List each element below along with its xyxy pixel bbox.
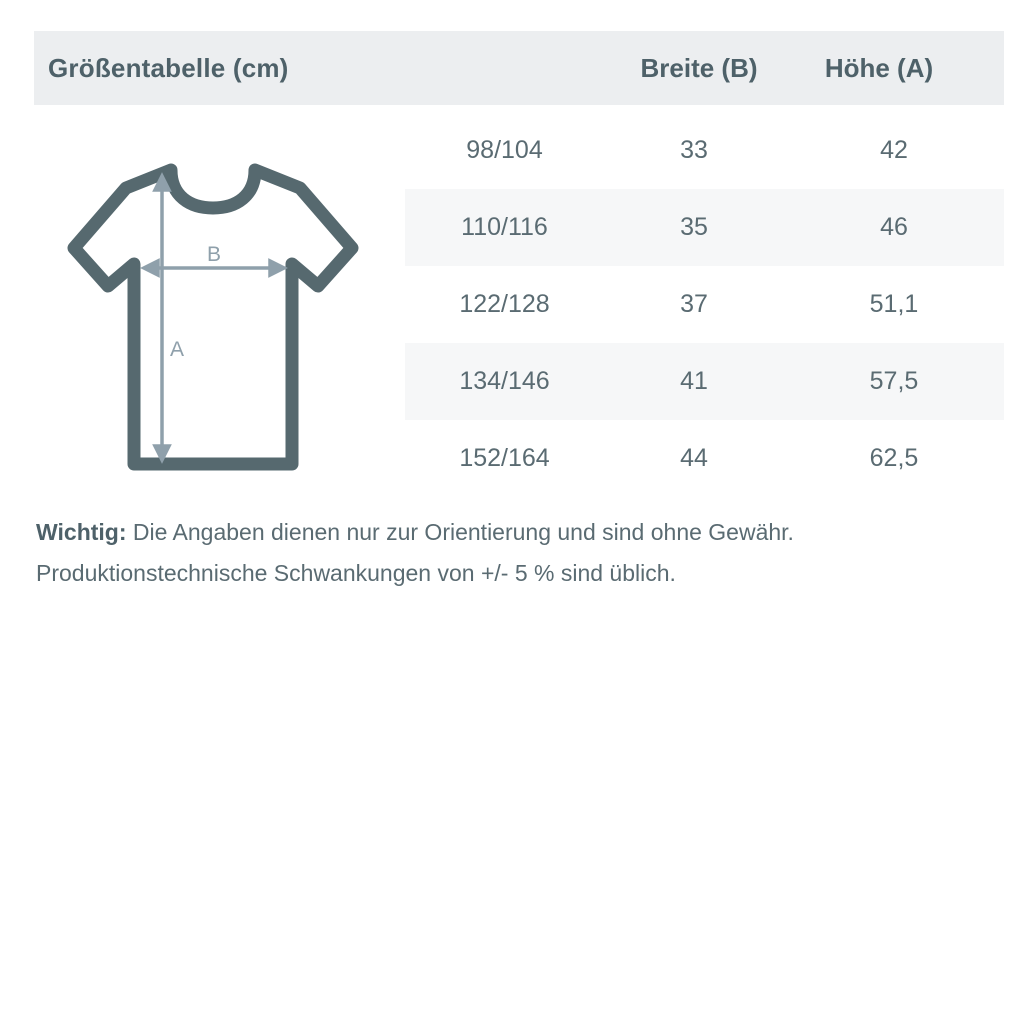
page-title: Größentabelle (cm) xyxy=(48,52,289,83)
cell-width: 41 xyxy=(680,367,708,395)
table-row xyxy=(405,343,1004,420)
cell-size: 152/164 xyxy=(459,444,550,472)
disclaimer-note xyxy=(36,512,986,594)
table-row xyxy=(405,189,1004,266)
cell-size: 98/104 xyxy=(466,136,543,164)
cell-width: 44 xyxy=(680,444,708,472)
cell-height: 46 xyxy=(880,213,908,241)
disclaimer-line-2: Produktionstechnische Schwankungen von +/- 5 % sind üblich. xyxy=(36,560,676,586)
disclaimer-line-1: Die Angaben dienen nur zur Orientierung und sind ohne Gewähr. xyxy=(126,519,794,545)
table-row xyxy=(405,420,1004,497)
table-row xyxy=(405,112,1004,189)
height-arrow xyxy=(155,176,169,460)
cell-height: 51,1 xyxy=(869,290,919,318)
table-row xyxy=(405,266,1004,343)
cell-height: 42 xyxy=(880,136,908,164)
disclaimer-label: Wichtig: xyxy=(36,519,127,545)
t-shirt-icon xyxy=(74,170,352,464)
width-label: B xyxy=(206,243,222,266)
cell-width: 37 xyxy=(680,290,708,318)
cell-width: 35 xyxy=(680,213,708,241)
cell-height: 62,5 xyxy=(869,444,919,472)
column-header-width: Breite (B) xyxy=(640,52,758,83)
tshirt-diagram xyxy=(48,140,378,490)
cell-height: 57,5 xyxy=(869,367,919,395)
height-label: A xyxy=(170,338,185,361)
measurements-table xyxy=(405,112,1004,497)
table-header xyxy=(34,31,1004,105)
column-header-height: Höhe (A) xyxy=(824,52,934,83)
cell-width: 33 xyxy=(680,136,708,164)
cell-size: 122/128 xyxy=(459,290,550,318)
cell-size: 134/146 xyxy=(459,367,550,395)
cell-size: 110/116 xyxy=(461,213,548,241)
